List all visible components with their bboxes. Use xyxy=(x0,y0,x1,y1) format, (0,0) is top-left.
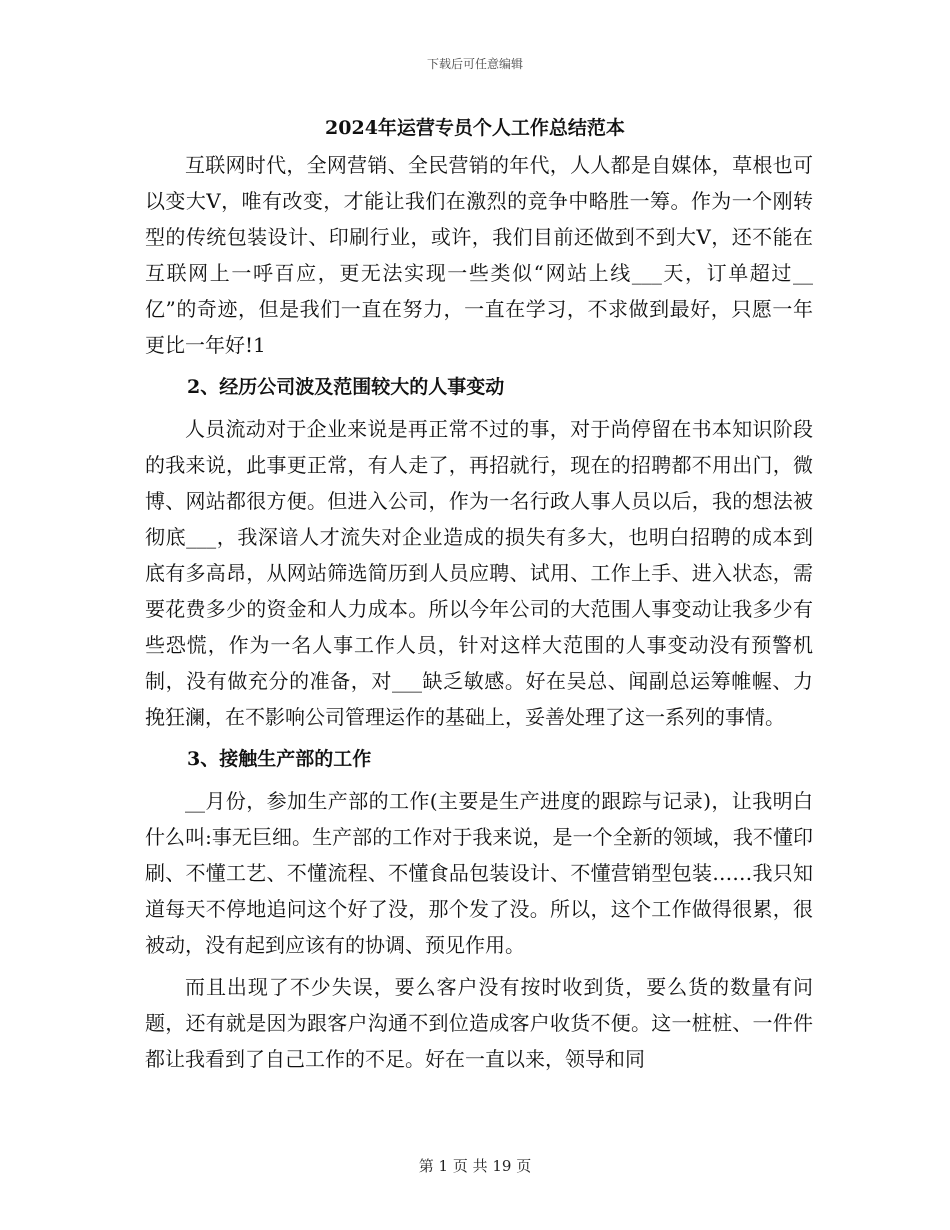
section-2-heading: 2、经历公司波及范围较大的人事变动 xyxy=(187,376,505,398)
section-3-paragraph-1: __月份，参加生产部的工作(主要是生产进度的跟踪与记录)，让我明白什么叫:事无巨细。生产部的工作对于我来说，是一个全新的领域，我不懂印刷、不懂工艺、不懂流程、不懂食品包装设计、不懂营销型包装……我只知道每天不停地追问这个好了没，那个发了没。所以，这个工作做得很累，很被动，没有起到应该有的协调、预见作用。 xyxy=(145,789,813,957)
section-3-heading: 3、接触生产部的工作 xyxy=(187,748,372,770)
section-3-paragraph-2: 而且出现了不少失误，要么客户没有按时收到货，要么货的数量有问题，还有就是因为跟客户沟通不到位造成客户收货不便。这一桩桩、一件件都让我看到了自己工作的不足。好在一直以来，领导和同 xyxy=(145,975,813,1071)
page-number: 第 1 页 共 19 页 xyxy=(418,1157,532,1175)
document-title: 2024年运营专员个人工作总结范本 xyxy=(325,117,625,139)
document-body xyxy=(145,147,813,1077)
page-header-note: 下载后可任意编辑 xyxy=(426,57,523,71)
section-2-paragraph: 人员流动对于企业来说是再正常不过的事，对于尚停留在书本知识阶段的我来说，此事更正常，有人走了，再招就行，现在的招聘都不用出门，微博、网站都很方便。但进入公司，作为一名行政人事人员以后，我的想法被彻底___，我深谙人才流失对企业造成的损失有多大，也明白招聘的成本到底有多高昂，从网站筛选简历到人员应聘、试用、工作上手、进入状态，需要花费多少的资金和人力成本。所以今年公司的大范围人事变动让我多少有些恐慌，作为一名人事工作人员，针对这样大范围的人事变动没有预警机制，没有做充分的准备，对___缺乏敏感。好在吴总、闻副总运筹帷幄、力挽狂澜，在不影响公司管理运作的基础上，妥善处理了这一系列的事情。 xyxy=(145,417,813,729)
intro-paragraph: 互联网时代，全网营销、全民营销的年代，人人都是自媒体，草根也可以变大V，唯有改变，才能让我们在激烈的竞争中略胜一筹。作为一个刚转型的传统包装设计、印刷行业，或许，我们目前还做到不到大V，还不能在互联网上一呼百应，更无法实现一些类似“网站上线___天，订单超过__亿”的奇迹，但是我们一直在努力，一直在学习，不求做到最好，只愿一年更比一年好!1 xyxy=(145,153,813,357)
